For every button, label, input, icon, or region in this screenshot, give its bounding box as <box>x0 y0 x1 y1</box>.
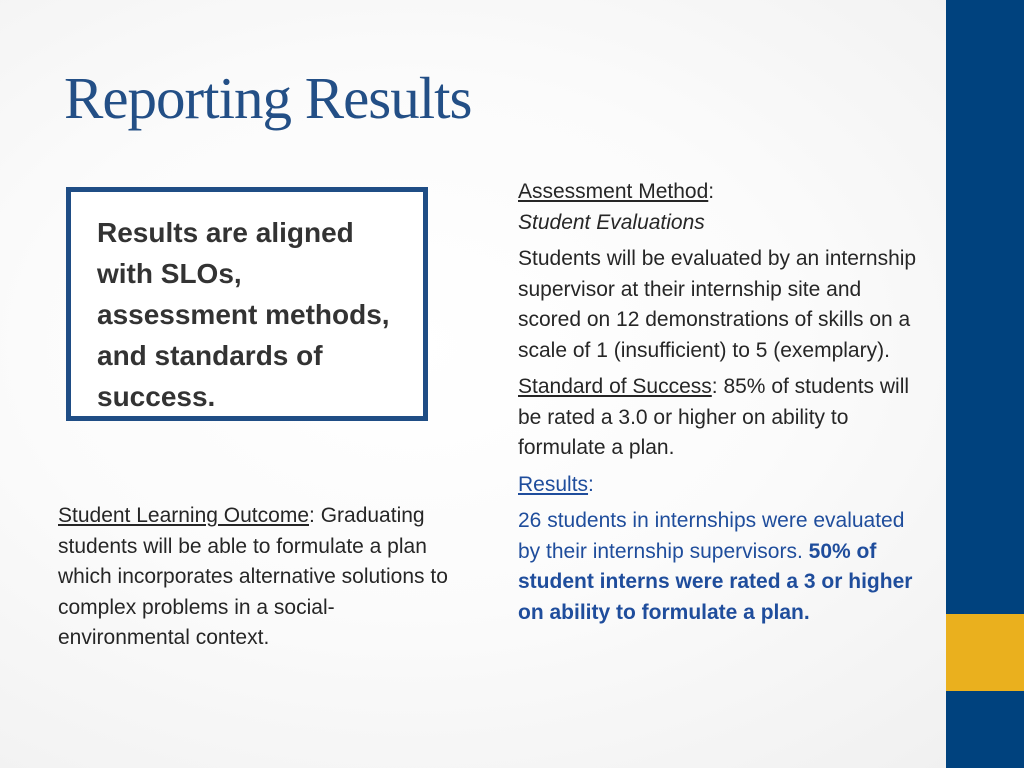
student-learning-outcome <box>58 501 458 654</box>
callout-text: Results are aligned with SLOs, assessment methods, and standards of success. <box>97 217 390 412</box>
results-label: Results <box>518 472 589 496</box>
assessment-method-value: Student Evaluations <box>518 210 705 234</box>
assessment-method-heading <box>518 177 918 208</box>
results-separator: : <box>588 472 594 496</box>
callout-box <box>66 187 428 421</box>
slide-title: Reporting Results <box>64 65 472 131</box>
standard-text: : 85% of students will be rated a 3.0 or higher on ability to formulate a plan. <box>518 375 910 459</box>
standard-of-success <box>518 372 918 464</box>
slo-label: Student Learning Outcome <box>58 504 309 527</box>
results-text: 26 students in internships were evaluated by their internship supervisors. <box>518 509 905 563</box>
results-bold-text: 50% of student interns were rated a 3 or higher on ability to formulate a plan. <box>518 539 913 624</box>
slo-paragraph <box>58 501 458 654</box>
assessment-method-separator: : <box>708 180 715 203</box>
results-paragraph <box>518 506 918 628</box>
slo-text: Graduating students will be able to formulate a plan which incorporates alternative solutions to complex problems in a social-environmental context. <box>58 504 448 649</box>
assessment-method-label: Assessment Method <box>518 180 709 203</box>
sidebar-accent-block <box>946 614 1024 691</box>
assessment-description: Students will be evaluated by an internship supervisor at their internship site and scored on 12 demonstrations of skills on a scale of 1 (insufficient) to 5 (exemplary). <box>518 247 917 362</box>
assessment-column <box>518 177 918 628</box>
standard-label: Standard of Success <box>518 375 712 398</box>
slo-separator: : <box>309 504 315 527</box>
results-heading <box>518 470 918 501</box>
